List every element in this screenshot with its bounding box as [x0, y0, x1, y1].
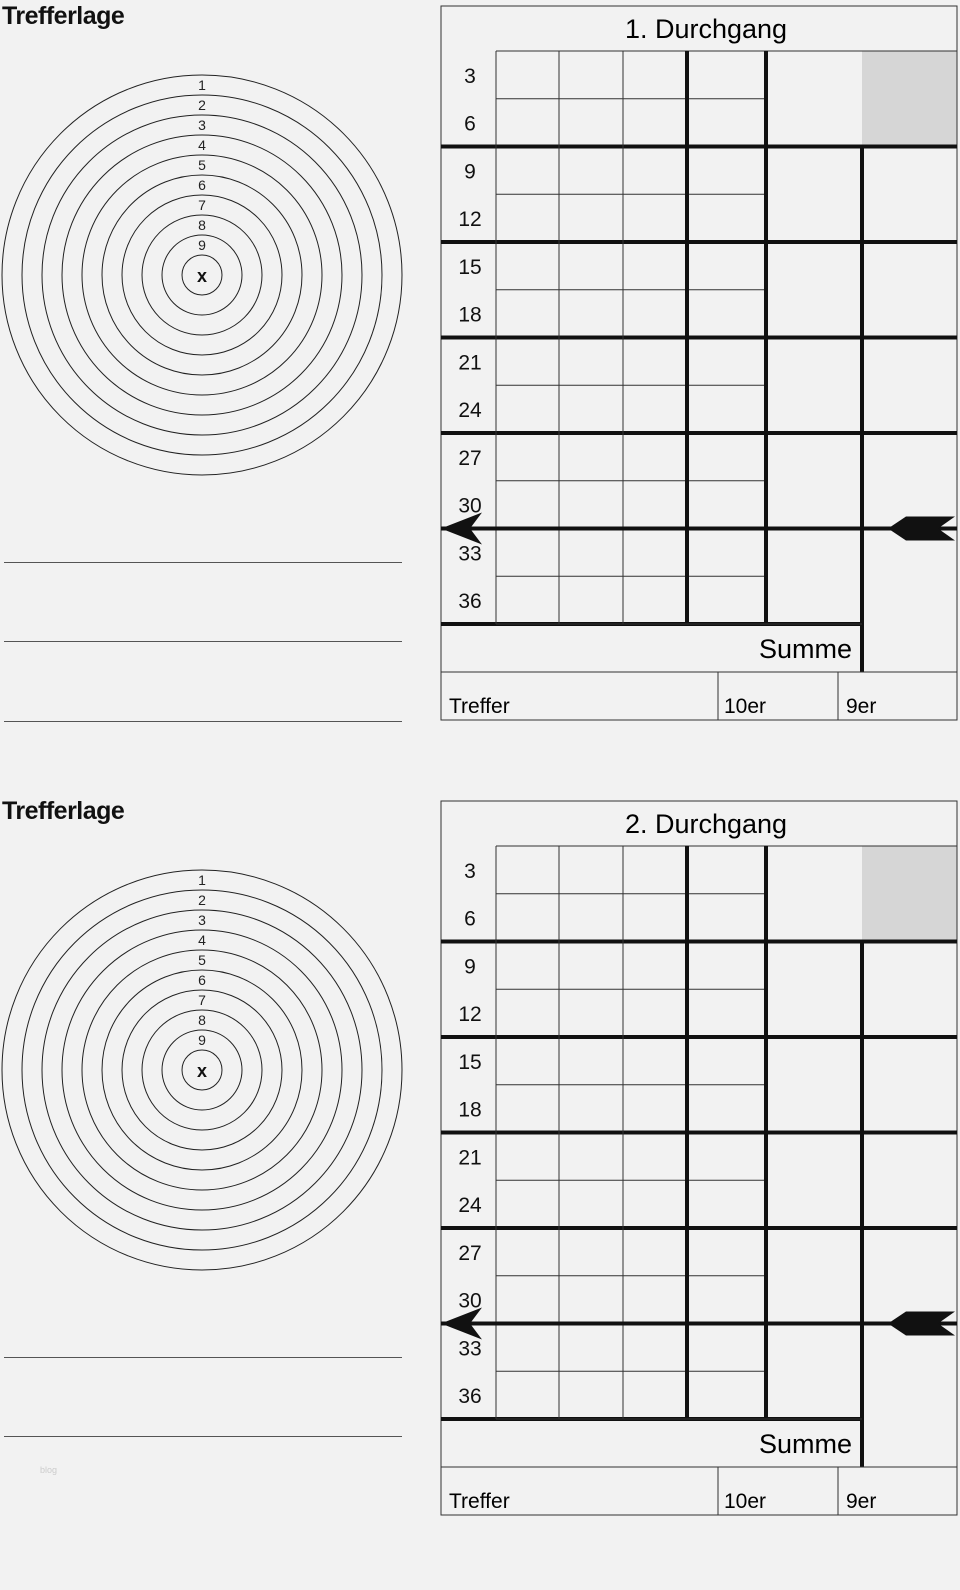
score-cell[interactable]	[559, 1276, 623, 1324]
score-cell[interactable]	[623, 942, 687, 990]
score-cell[interactable]	[687, 942, 766, 990]
score-cell[interactable]	[623, 385, 687, 433]
score-cell[interactable]	[687, 989, 766, 1037]
score-cell[interactable]	[496, 942, 559, 990]
score-cell[interactable]	[559, 529, 623, 577]
score-cell[interactable]	[623, 1324, 687, 1372]
footer-nines-label: 9er	[846, 1490, 877, 1513]
score-cell[interactable]	[687, 51, 766, 99]
row-label: 15	[458, 1050, 482, 1074]
score-cell[interactable]	[496, 1037, 559, 1085]
score-cell[interactable]	[623, 99, 687, 147]
score-cell[interactable]	[687, 1180, 766, 1228]
score-cell[interactable]	[687, 1133, 766, 1181]
score-cell[interactable]	[496, 433, 559, 481]
row-label: 33	[458, 1337, 482, 1361]
score-cell[interactable]	[623, 989, 687, 1037]
score-cell[interactable]	[623, 51, 687, 99]
score-cell[interactable]	[559, 385, 623, 433]
score-cell[interactable]	[687, 481, 766, 529]
score-cell[interactable]	[687, 529, 766, 577]
row-label: 21	[458, 1146, 482, 1170]
score-cell[interactable]	[559, 290, 623, 338]
score-cell[interactable]	[496, 147, 559, 195]
score-cell[interactable]	[496, 846, 559, 894]
score-cell[interactable]	[559, 894, 623, 942]
score-cell[interactable]	[623, 529, 687, 577]
row-label: 12	[458, 1003, 482, 1027]
score-cell[interactable]	[687, 338, 766, 386]
ring-number: 9	[198, 237, 206, 253]
score-cell[interactable]	[687, 576, 766, 624]
row-label: 18	[458, 1098, 482, 1122]
row-label: 6	[464, 112, 476, 136]
score-cell[interactable]	[623, 1276, 687, 1324]
row-label: 36	[458, 1385, 482, 1409]
score-cell[interactable]	[687, 290, 766, 338]
score-cell[interactable]	[687, 894, 766, 942]
score-cell[interactable]	[496, 290, 559, 338]
sum-label: Summe	[758, 634, 852, 664]
score-cell[interactable]	[496, 1133, 559, 1181]
footer-tens-label: 10er	[724, 695, 767, 718]
row-label: 18	[458, 303, 482, 327]
row-label: 21	[458, 351, 482, 375]
ring-number: 1	[198, 872, 206, 888]
score-cell[interactable]	[559, 1037, 623, 1085]
score-cell[interactable]	[623, 1371, 687, 1419]
score-cell[interactable]	[559, 147, 623, 195]
score-cell[interactable]	[559, 1324, 623, 1372]
score-cell[interactable]	[623, 894, 687, 942]
score-cell[interactable]	[559, 1133, 623, 1181]
score-cell[interactable]	[559, 1228, 623, 1276]
row-label: 15	[458, 255, 482, 279]
ring-number: 1	[198, 77, 206, 93]
ring-number: 5	[198, 157, 206, 173]
row-label: 27	[458, 1241, 482, 1265]
footer-nines-label: 9er	[846, 695, 877, 718]
row-label: 36	[458, 590, 482, 614]
ring-number: 4	[198, 932, 206, 948]
score-cell[interactable]	[559, 194, 623, 242]
row-label: 3	[464, 859, 476, 883]
section-title: Trefferlage	[2, 2, 125, 30]
score-cell[interactable]	[496, 51, 559, 99]
row-label: 12	[458, 208, 482, 232]
row-label: 9	[464, 955, 476, 979]
score-cell[interactable]	[687, 1228, 766, 1276]
score-cell[interactable]	[496, 1371, 559, 1419]
score-cell[interactable]	[559, 1180, 623, 1228]
ring-number: 3	[198, 912, 206, 928]
row-label: 27	[458, 446, 482, 470]
score-cell[interactable]	[496, 989, 559, 1037]
score-cell[interactable]	[623, 290, 687, 338]
score-cell[interactable]	[496, 576, 559, 624]
footer-tens-label: 10er	[724, 1490, 767, 1513]
row-label: 33	[458, 542, 482, 566]
ring-number: 4	[198, 137, 206, 153]
shaded-cell	[862, 51, 957, 147]
score-cell[interactable]	[687, 1037, 766, 1085]
round-title: 2. Durchgang	[624, 809, 788, 839]
score-cell[interactable]	[559, 242, 623, 290]
score-cell[interactable]	[496, 481, 559, 529]
row-label: 30	[458, 1289, 482, 1313]
score-cell[interactable]	[687, 385, 766, 433]
score-cell[interactable]	[687, 1276, 766, 1324]
row-label: 30	[458, 494, 482, 518]
bullseye-mark: x	[196, 266, 208, 286]
score-cell[interactable]	[687, 99, 766, 147]
score-cell[interactable]	[623, 433, 687, 481]
score-cell[interactable]	[623, 846, 687, 894]
ring-number: 7	[198, 197, 206, 213]
ring-number: 5	[198, 952, 206, 968]
score-cell[interactable]	[559, 51, 623, 99]
score-cell[interactable]	[623, 1228, 687, 1276]
score-cell[interactable]	[623, 338, 687, 386]
ring-number: 2	[198, 892, 206, 908]
score-cell[interactable]	[623, 242, 687, 290]
ring-number: 3	[198, 117, 206, 133]
shaded-cell	[862, 846, 957, 942]
score-cell[interactable]	[687, 433, 766, 481]
score-sheet	[0, 795, 960, 1519]
score-cell[interactable]	[559, 576, 623, 624]
score-cell[interactable]	[623, 1085, 687, 1133]
score-cell[interactable]	[559, 99, 623, 147]
row-label: 24	[458, 399, 482, 423]
footer-hits-label: Treffer	[449, 1490, 510, 1513]
score-cell[interactable]	[496, 529, 559, 577]
row-label: 3	[464, 64, 476, 88]
score-cell[interactable]	[496, 1085, 559, 1133]
score-cell[interactable]	[559, 989, 623, 1037]
score-cell[interactable]	[687, 147, 766, 195]
row-label: 9	[464, 160, 476, 184]
ring-number: 7	[198, 992, 206, 1008]
ring-number: 6	[198, 177, 206, 193]
round-title: 1. Durchgang	[624, 14, 788, 44]
sum-label: Summe	[758, 1429, 852, 1459]
score-cell[interactable]	[496, 1276, 559, 1324]
score-cell[interactable]	[623, 1037, 687, 1085]
score-cell[interactable]	[687, 846, 766, 894]
score-cell[interactable]	[687, 1371, 766, 1419]
score-cell[interactable]	[687, 1324, 766, 1372]
score-cell[interactable]	[496, 1180, 559, 1228]
ring-number: 8	[198, 1012, 206, 1028]
score-cell[interactable]	[623, 481, 687, 529]
score-cell[interactable]	[687, 194, 766, 242]
section-title: Trefferlage	[2, 797, 125, 825]
score-cell[interactable]	[496, 99, 559, 147]
score-cell[interactable]	[623, 1180, 687, 1228]
ring-number: 8	[198, 217, 206, 233]
score-cell[interactable]	[623, 1133, 687, 1181]
score-cell[interactable]	[496, 1228, 559, 1276]
score-cell[interactable]	[559, 1371, 623, 1419]
score-cell[interactable]	[623, 194, 687, 242]
score-cell[interactable]	[559, 481, 623, 529]
score-cell[interactable]	[496, 338, 559, 386]
ring-number: 9	[198, 1032, 206, 1048]
watermark: blog	[40, 1465, 58, 1475]
score-cell[interactable]	[559, 1085, 623, 1133]
footer-hits-label: Treffer	[449, 695, 510, 718]
score-cell[interactable]	[687, 1085, 766, 1133]
score-cell[interactable]	[559, 338, 623, 386]
score-cell[interactable]	[496, 1324, 559, 1372]
score-section-2	[0, 795, 960, 1590]
score-cell[interactable]	[623, 147, 687, 195]
score-cell[interactable]	[559, 433, 623, 481]
ring-number: 6	[198, 972, 206, 988]
row-label: 6	[464, 907, 476, 931]
score-cell[interactable]	[496, 894, 559, 942]
score-cell[interactable]	[559, 846, 623, 894]
sum-cell[interactable]	[862, 1419, 957, 1467]
ring-number: 2	[198, 97, 206, 113]
score-cell[interactable]	[559, 942, 623, 990]
score-cell[interactable]	[496, 194, 559, 242]
score-cell[interactable]	[496, 385, 559, 433]
score-cell[interactable]	[623, 576, 687, 624]
bullseye-mark: x	[196, 1061, 208, 1081]
score-cell[interactable]	[496, 242, 559, 290]
score-cell[interactable]	[687, 242, 766, 290]
sum-cell[interactable]	[862, 624, 957, 672]
row-label: 24	[458, 1194, 482, 1218]
